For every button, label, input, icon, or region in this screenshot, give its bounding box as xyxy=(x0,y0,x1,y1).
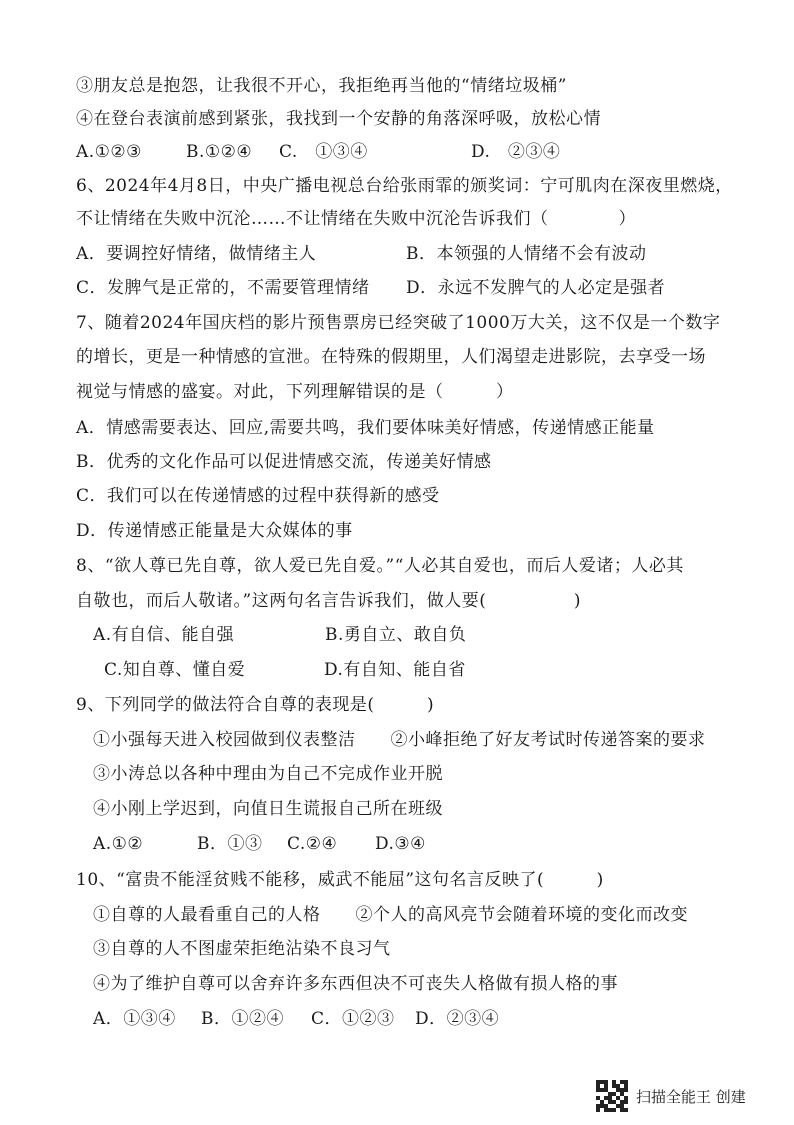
q6-stem-line2: 不让情绪在失败中沉沦……不让情绪在失败中沉沦告诉我们（ ） xyxy=(76,209,636,229)
q5-option-c[interactable]: C. ①③④ xyxy=(279,142,368,162)
q7-option-c[interactable]: C．我们可以在传递情感的过程中获得新的感受 xyxy=(76,486,440,506)
q6-options-row1 xyxy=(76,242,647,266)
q9-item-4: ④小刚上学迟到，向值日生谎报自己所在班级 xyxy=(93,799,443,819)
q5-option-a[interactable]: A.①②③ xyxy=(76,142,142,162)
q5-option-b[interactable]: B.①②④ xyxy=(186,142,253,162)
q6-stem-line1: 6、2024年4月8日，中央广播电视总台给张雨霏的颁奖词：宁可肌肉在深夜里燃烧， xyxy=(76,176,733,196)
q7-option-a[interactable]: A．情感需要表达、回应,需要共鸣，我们要体味美好情感，传递情感正能量 xyxy=(76,418,655,438)
q7-option-b[interactable]: B．优秀的文化作品可以促进情感交流，传递美好情感 xyxy=(76,452,492,472)
q8-options-row1 xyxy=(93,623,466,647)
q5-item-3: ③朋友总是抱怨，让我很不开心，我拒绝再当他的“情绪垃圾桶” xyxy=(76,76,567,96)
q9-option-d[interactable]: D.③④ xyxy=(375,834,426,854)
q8-options-row2 xyxy=(104,658,466,682)
q6-option-d[interactable]: D．永远不发脾气的人必定是强者 xyxy=(406,278,666,298)
q7-stem-line1: 7、随着2024年国庆档的影片预售票房已经突破了1000万大关，这不仅是一个数字 xyxy=(76,313,721,333)
q8-stem-line2: 自敬也，而后人敬诸。”这两句名言告诉我们，做人要( ) xyxy=(76,591,581,611)
q10-options xyxy=(93,1007,499,1031)
q8-stem-line1: 8、“欲人尊已先自尊，欲人爱已先自爱。”“人必其自爱也，而后人爱诸；人必其 xyxy=(76,556,684,576)
q8-option-c[interactable]: C.知自尊、懂自爱 xyxy=(104,660,246,680)
q10-option-c[interactable]: C．①②③ xyxy=(311,1009,395,1029)
q6-option-c[interactable]: C．发脾气是正常的，不需要管理情绪 xyxy=(76,278,370,298)
q10-option-b[interactable]: B．①②④ xyxy=(201,1009,284,1029)
q9-option-a[interactable]: A.①② xyxy=(93,834,144,854)
q10-option-a[interactable]: A．①③④ xyxy=(93,1009,176,1029)
q10-option-d[interactable]: D．②③④ xyxy=(415,1009,500,1029)
q5-item-4: ④在登台表演前感到紧张，我找到一个安静的角落深呼吸，放松心情 xyxy=(76,109,601,129)
q9-options xyxy=(93,832,426,856)
q6-options-row2 xyxy=(76,276,665,300)
q7-stem-line2: 的增长，更是一种情感的宣泄。在特殊的假期里，人们渴望走进影院，去享受一场 xyxy=(76,347,706,367)
q8-option-a[interactable]: A.有自信、能自强 xyxy=(93,625,235,645)
q5-option-d[interactable]: D. ②③④ xyxy=(471,142,561,162)
q9-item-1-2: ①小强每天进入校园做到仪表整洁 ②小峰拒绝了好友考试时传递答案的要求 xyxy=(93,730,706,750)
q10-stem: 10、“富贵不能淫贫贱不能移，威武不能屈”这句名言反映了( ) xyxy=(76,870,604,890)
qr-code-icon xyxy=(596,1080,628,1112)
q10-item-3: ③自尊的人不图虚荣拒绝沾染不良习气 xyxy=(93,939,391,959)
q10-item-1-2: ①自尊的人最看重自己的人格 ②个人的高风亮节会随着环境的变化而改变 xyxy=(93,905,688,925)
q6-option-b[interactable]: B．本领强的人情绪不会有波动 xyxy=(406,244,647,264)
q9-option-c[interactable]: C.②④ xyxy=(287,834,338,854)
watermark-text: 扫描全能王 创建 xyxy=(636,1087,746,1106)
q8-option-b[interactable]: B.勇自立、敢自负 xyxy=(325,625,467,645)
q7-option-d[interactable]: D．传递情感正能量是大众媒体的事 xyxy=(76,521,353,541)
q6-option-a[interactable]: A．要调控好情绪，做情绪主人 xyxy=(76,244,317,264)
q10-item-4: ④为了维护自尊可以舍弃许多东西但决不可丧失人格做有损人格的事 xyxy=(93,974,618,994)
q9-option-b[interactable]: B．①③ xyxy=(197,834,263,854)
q9-stem: 9、下列同学的做法符合自尊的表现是( ) xyxy=(76,695,435,715)
q5-options xyxy=(76,140,560,164)
q7-stem-line3: 视觉与情感的盛宴。对此，下列理解错误的是（ ） xyxy=(76,382,514,402)
scanner-watermark xyxy=(596,1080,746,1112)
q9-item-3: ③小涛总以各种中理由为自己不完成作业开脱 xyxy=(93,764,443,784)
q8-option-d[interactable]: D.有自知、能自省 xyxy=(324,660,466,680)
